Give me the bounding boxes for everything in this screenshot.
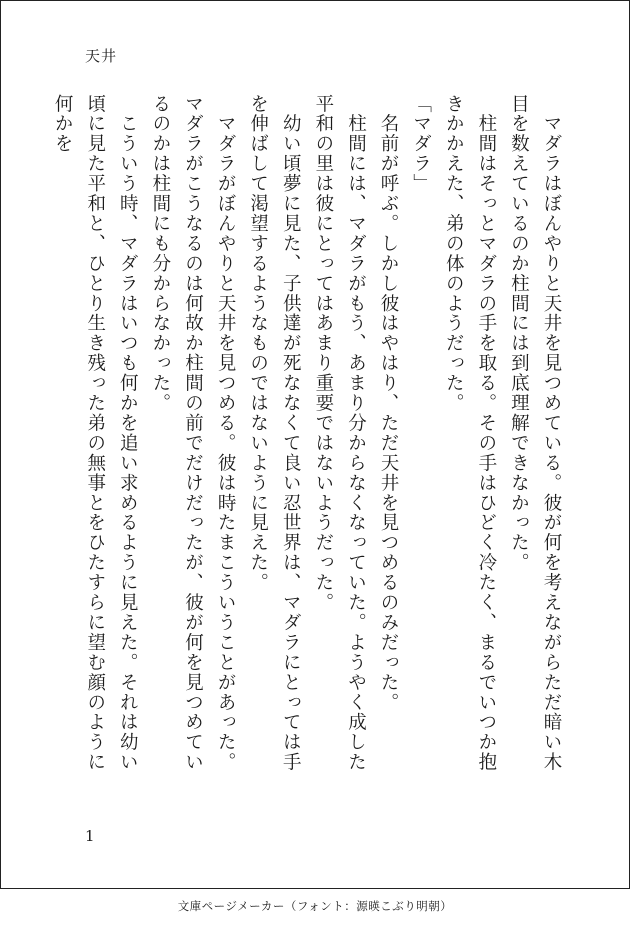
paragraph: マダラがぼんやりと天井を見つめる。彼は時たまこういうことがあった。マダラがこうなるのは何故か柱間の前でだけだったが、彼が何を見つめているのかは柱間にも分からなかった。 bbox=[149, 94, 237, 773]
paragraph: こういう時、マダラはいつも何かを追い求めるように見えた。それは幼い頃に見た平和と、ひとり生き残った弟の無事とをひたすらに望む顔のように何かを bbox=[52, 94, 139, 773]
paragraph: 幼い頃夢に見た、子供達が死ななくて良い忍世界は、マダラにとっては手を伸ばして渇望するようなものではないように見えた。 bbox=[247, 94, 302, 773]
paragraph: 「マダラ」 bbox=[410, 94, 432, 194]
paragraph: 名前が呼ぶ。しかし彼はやはり、ただ天井を見つめるのみだった。 bbox=[378, 94, 400, 713]
body-text bbox=[52, 94, 567, 774]
paragraph: 柱間には、マダラがもう、あまり分からなくなっていた。ようやく成した平和の里は彼にとってはあまり重要ではないようだった。 bbox=[312, 94, 367, 773]
paragraph: 柱間はそっとマダラの手を取る。その手はひどく冷たく、まるでいつか抱きかかえた、弟の体のようだった。 bbox=[443, 94, 497, 773]
running-header: 天井 bbox=[85, 47, 118, 65]
footer-caption: 文庫ページメーカー（フォント：源暎こぶり明朝） bbox=[177, 899, 453, 913]
page-number: 1 bbox=[85, 827, 95, 845]
paragraph: マダラはぼんやりと天井を見つめている。彼が何を考えながらただ暗い木目を数えているのか柱間には到底理解できなかった。 bbox=[508, 94, 562, 773]
